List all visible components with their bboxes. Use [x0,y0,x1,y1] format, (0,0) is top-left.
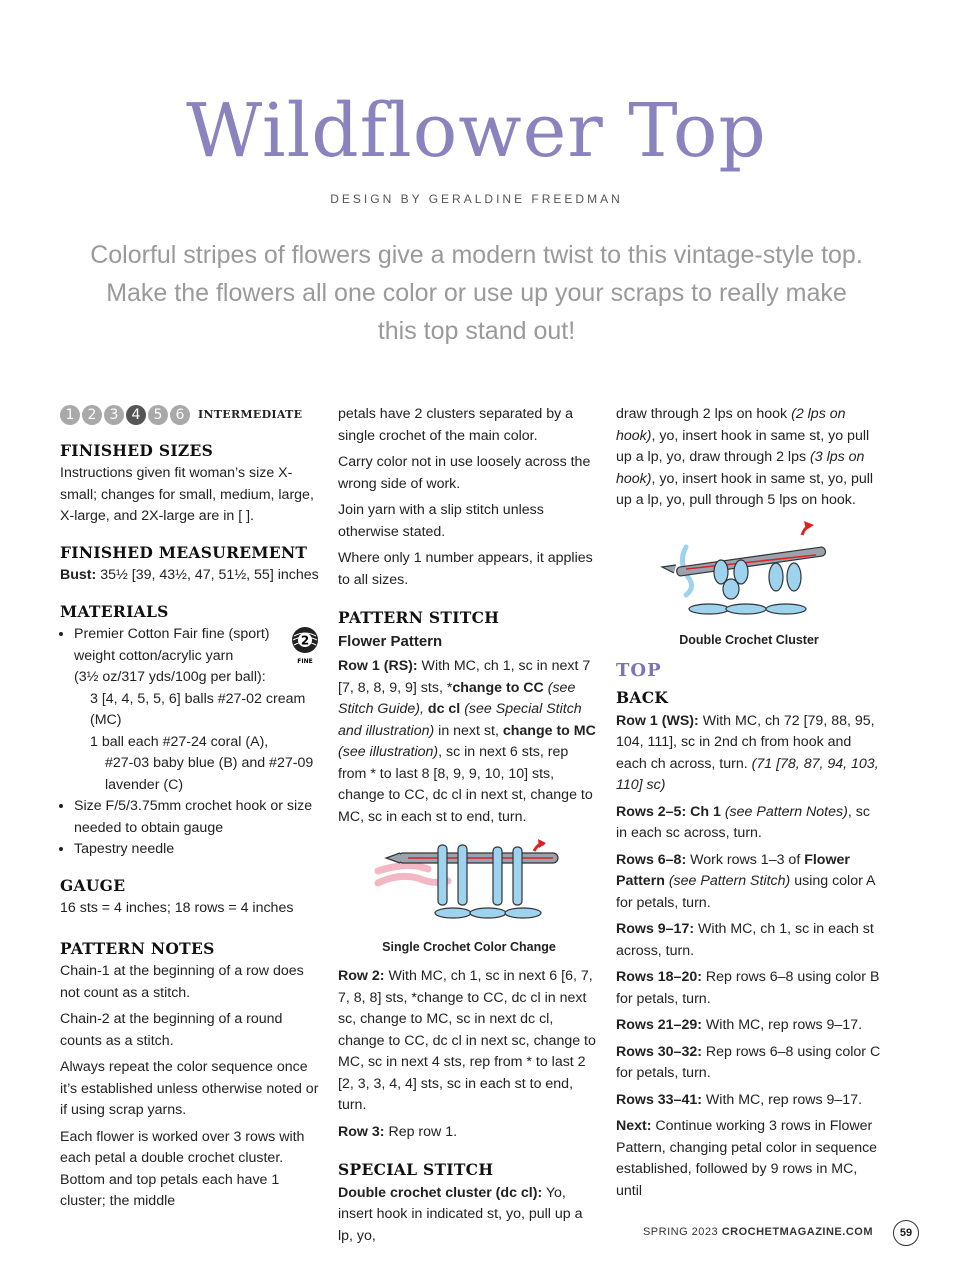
skill-level-dot: 1 [60,405,80,425]
pattern-note: Always repeat the color sequence once it’s established unless otherwise noted or if using scrap yarns. [60,1059,319,1118]
back-row-instruction: Rows 18–20: Rep rows 6–8 using color B for petals, turn. [616,969,880,1007]
pattern-notes-heading: PATTERN NOTES [60,938,215,958]
skill-level-dot-active: 4 [126,405,146,425]
row-1-instruction: Row 1 (RS): With MC, ch 1, sc in next 7 [7, 8, 8, 9, 9] sts, *change to CC (see Stitch Guide), dc cl (see Special Stitch and illustration) in next st, change to MC (see illustration), sc in next 6 sts, rep from * to last 8 [8, 9, 9, 10, 10] sts, change to CC, dc cl in next st, change to MC, sc in each st to end, turn. [338,658,596,825]
pattern-stitch-heading: PATTERN STITCH [338,608,500,627]
page-title: Wildflower Top [186,88,767,174]
back-row-instruction: Row 1 (WS): With MC, ch 72 [79, 88, 95, 104, 111], sc in 2nd ch from hook and each ch across, turn. (71 [78, 87, 94, 103, 110] sc) [616,712,879,793]
intro-text: Colorful stripes of flowers give a modern twist to this vintage-style top. Make the flowers all one color or use up your scraps to really make this top stand out! [90,241,863,345]
bust-label: Bust: [60,567,97,583]
back-heading: BACK [616,688,669,707]
materials-heading: MATERIALS [60,601,169,621]
bust-value: 35½ [39, 43½, 47, 51½, 55] inches [100,567,319,583]
footer-site: CROCHETMAGAZINE.COM [721,1226,873,1238]
pattern-note: Carry color not in use loosely across the wrong side of work. [338,454,591,492]
material-subitem: 3 [4, 4, 5, 5, 6] balls #27-02 cream (MC) [90,690,306,728]
top-heading: TOP [616,659,662,681]
material-item: • Premier Cotton Fair fine (sport) weight cotton/acrylic yarn (3½ oz/317 yds/100g per ball): [74,624,286,689]
finished-measurement-heading: FINISHED MEASUREMENT [60,542,308,562]
back-row-instruction: Rows 33–41: With MC, rep rows 9–17. [616,1091,863,1108]
gauge-heading: GAUGE [60,875,126,895]
byline: DESIGN BY GERALDINE FREEDMAN [330,192,623,206]
special-stitch-text-continued: draw through 2 lps on hook (2 lps on hook), yo, insert hook in same st, yo pull up a lp, yo, draw through 2 lps (3 lps on hook), yo, insert hook in same st, yo, pull up a lp, yo, pull through 5 lps on hook. [616,406,874,508]
footer-season: SPRING 2023 [642,1226,719,1238]
back-row-instruction: Rows 2–5: Ch 1 (see Pattern Notes), sc in each sc across, turn. [616,803,870,841]
pattern-note: Chain-1 at the beginning of a row does not count as a stitch. [60,963,304,1001]
gauge-text: 16 sts = 4 inches; 18 rows = 4 inches [60,900,294,916]
skill-level-dot: 5 [148,405,168,425]
special-stitch-text: Double crochet cluster (dc cl): Yo, insert hook in indicated st, yo, pull up a lp, yo, [338,1184,583,1244]
skill-level-dot: 3 [104,405,124,425]
pattern-note: Where only 1 number appears, it applies to all sizes. [338,550,593,588]
figure-caption: Single Crochet Color Change [382,939,556,954]
pattern-note: Each flower is worked over 3 rows with each petal a double crochet cluster. Bottom and top petals each have 1 cluster; the middle [60,1128,305,1209]
material-subitem: #27-03 baby blue (B) and #27-09 lavender (C) [105,755,314,793]
yarn-weight-number: 2 [300,633,310,648]
material-item: • Tapestry needle [74,839,322,861]
row-2-instruction: Row 2: With MC, ch 1, sc in next 6 [6, 7, 7, 8, 8] sts, *change to CC, dc cl in next sc, change to MC, sc in next dc cl, change to CC, dc cl in next sc, change to MC, sc in next 4 sts, rep from * to last 2 [2, 3, 3, 4, 4] sts, sc in each st to end, turn. [338,968,596,1113]
page-number: 59 [893,1220,919,1246]
skill-level [60,404,322,426]
double-crochet-cluster-illustration [616,517,882,619]
material-subitem: 1 ball each #27-24 coral (A), [90,733,269,750]
column-2 [338,404,600,1252]
page-footer [643,1226,873,1238]
skill-level-dot: 6 [170,405,190,425]
finished-sizes-heading: FINISHED SIZES [60,440,214,460]
back-row-instruction: Next: Continue working 3 rows in Flower Pattern, changing petal color in sequence established, followed by 9 rows in MC, until [616,1118,878,1199]
back-row-instruction: Rows 30–32: Rep rows 6–8 using color C for petals, turn. [616,1043,881,1081]
back-row-instruction: Rows 21–29: With MC, rep rows 9–17. [616,1017,863,1033]
row-3-instruction: Row 3: Rep row 1. [338,1123,458,1140]
column-3 [616,404,882,1207]
back-row-instruction: Rows 9–17: With MC, ch 1, sc in each st across, turn. [616,921,874,959]
pattern-note: petals have 2 clusters separated by a single crochet of the main color. [338,406,574,444]
figure-caption: Double Crochet Cluster [679,633,819,647]
pattern-note: Chain-2 at the beginning of a round counts as a stitch. [60,1011,283,1049]
materials-list [60,624,322,861]
flower-pattern-subheading: Flower Pattern [338,632,443,650]
skill-level-dot: 2 [82,405,102,425]
finished-sizes-text: Instructions given fit woman’s size X-small; changes for small, medium, large, X-large, and 2X-large are in [ ]. [60,465,314,524]
finished-measurement-text [60,565,322,587]
column-1 [60,404,322,1218]
back-row-instruction: Rows 6–8: Work rows 1–3 of Flower Pattern (see Pattern Stitch) using color A for petals, turn. [616,851,875,911]
special-stitch-heading: SPECIAL STITCH [338,1160,494,1179]
skill-level-label: INTERMEDIATE [198,408,303,421]
pattern-note: Join yarn with a slip stitch unless otherwise stated. [338,502,544,540]
material-item: • Size F/5/3.75mm crochet hook or size needed to obtain gauge [74,796,322,839]
single-crochet-color-change-illustration [338,833,600,925]
yarn-weight-icon [288,626,322,666]
yarn-weight-label: FINE [297,658,313,665]
